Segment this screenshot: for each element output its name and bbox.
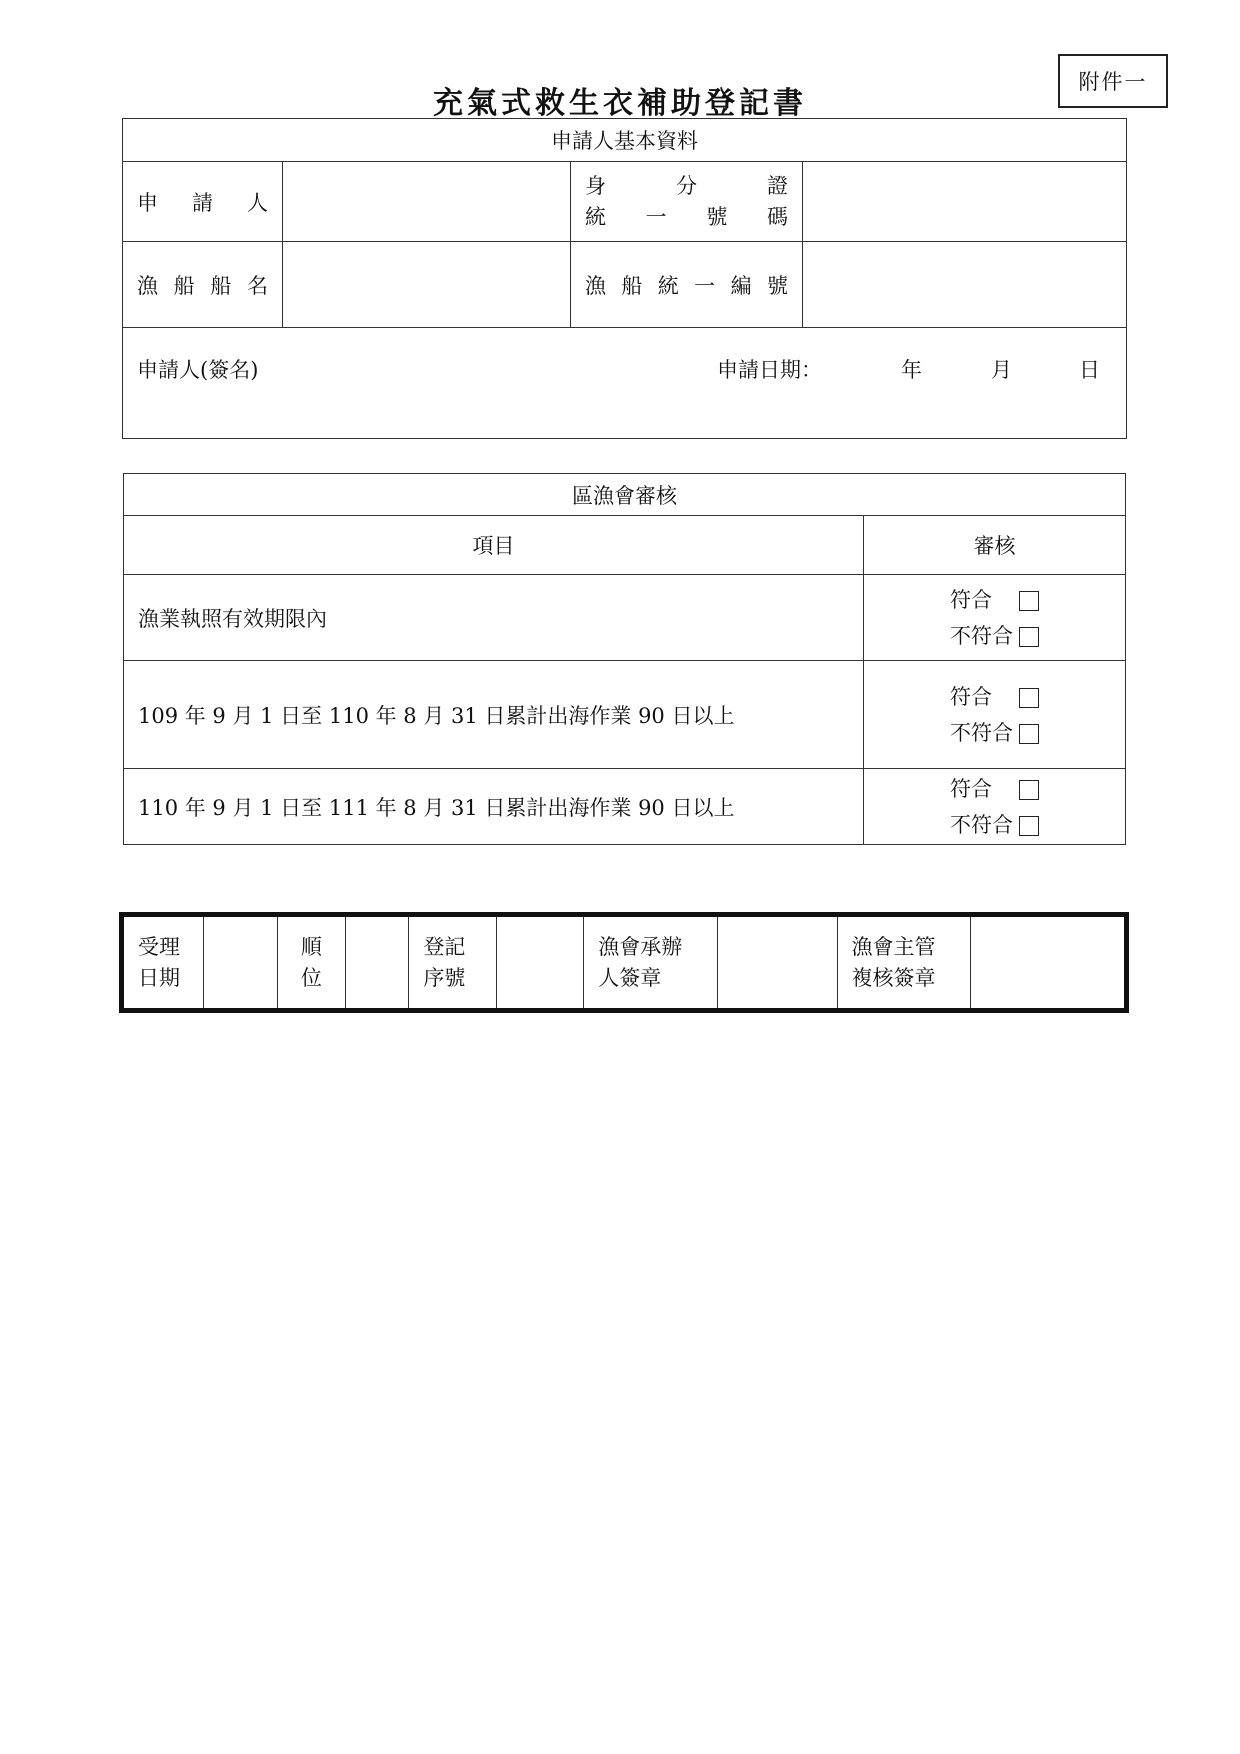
order-field[interactable] bbox=[346, 915, 409, 1011]
vessel-id-field[interactable] bbox=[803, 242, 1127, 328]
fail-checkbox[interactable] bbox=[1019, 816, 1039, 836]
review-result-1: 符合 不符合 bbox=[864, 575, 1126, 661]
vessel-name-field[interactable] bbox=[283, 242, 571, 328]
id-number-label: 身 分 證 統 一 號 碼 bbox=[571, 162, 803, 242]
day-label: 日 bbox=[1079, 358, 1100, 382]
handler-label: 漁會承辦 人簽章 bbox=[584, 915, 718, 1011]
year-label: 年 bbox=[901, 358, 922, 382]
pass-checkbox[interactable] bbox=[1019, 780, 1039, 800]
signature-label: 申請人(簽名) bbox=[137, 358, 259, 382]
review-table bbox=[123, 473, 1126, 845]
date-label: 申請日期： bbox=[717, 358, 822, 382]
fail-checkbox[interactable] bbox=[1019, 627, 1039, 647]
applicant-label: 申 請 人 bbox=[123, 162, 283, 242]
received-date-label: 受理 日期 bbox=[122, 915, 204, 1011]
review-item-2: 109 年 9 月 1 日至 110 年 8 月 31 日累計出海作業 90 日以上 bbox=[124, 661, 864, 769]
page-title: 充氣式救生衣補助登記書 bbox=[433, 86, 807, 121]
supervisor-label: 漁會主管 複核簽章 bbox=[837, 915, 971, 1011]
reg-no-label: 登記 序號 bbox=[409, 915, 496, 1011]
review-item-1: 漁業執照有效期限內 bbox=[124, 575, 864, 661]
id-number-field[interactable] bbox=[803, 162, 1127, 242]
applicant-info-header: 申請人基本資料 bbox=[123, 119, 1127, 162]
col-item-header: 項目 bbox=[124, 516, 864, 575]
signature-date-row[interactable] bbox=[123, 328, 1127, 439]
vessel-id-label: 漁 船 統 一 編 號 bbox=[571, 242, 803, 328]
handler-field[interactable] bbox=[717, 915, 837, 1011]
applicant-field[interactable] bbox=[283, 162, 571, 242]
attachment-label: 附件一 bbox=[1058, 54, 1168, 108]
review-item-3: 110 年 9 月 1 日至 111 年 8 月 31 日累計出海作業 90 日以上 bbox=[124, 769, 864, 845]
supervisor-field[interactable] bbox=[971, 915, 1127, 1011]
review-header: 區漁會審核 bbox=[124, 474, 1126, 516]
pass-checkbox[interactable] bbox=[1019, 688, 1039, 708]
reg-no-field[interactable] bbox=[496, 915, 583, 1011]
fail-checkbox[interactable] bbox=[1019, 724, 1039, 744]
vessel-name-label: 漁 船 船 名 bbox=[123, 242, 283, 328]
pass-checkbox[interactable] bbox=[1019, 591, 1039, 611]
review-result-3: 符合 不符合 bbox=[864, 769, 1126, 845]
applicant-info-table bbox=[122, 118, 1127, 439]
month-label: 月 bbox=[991, 358, 1012, 382]
col-review-header: 審核 bbox=[864, 516, 1126, 575]
order-label: 順 位 bbox=[277, 915, 345, 1011]
received-date-field[interactable] bbox=[204, 915, 277, 1011]
office-use-table bbox=[119, 912, 1129, 1013]
review-result-2: 符合 不符合 bbox=[864, 661, 1126, 769]
